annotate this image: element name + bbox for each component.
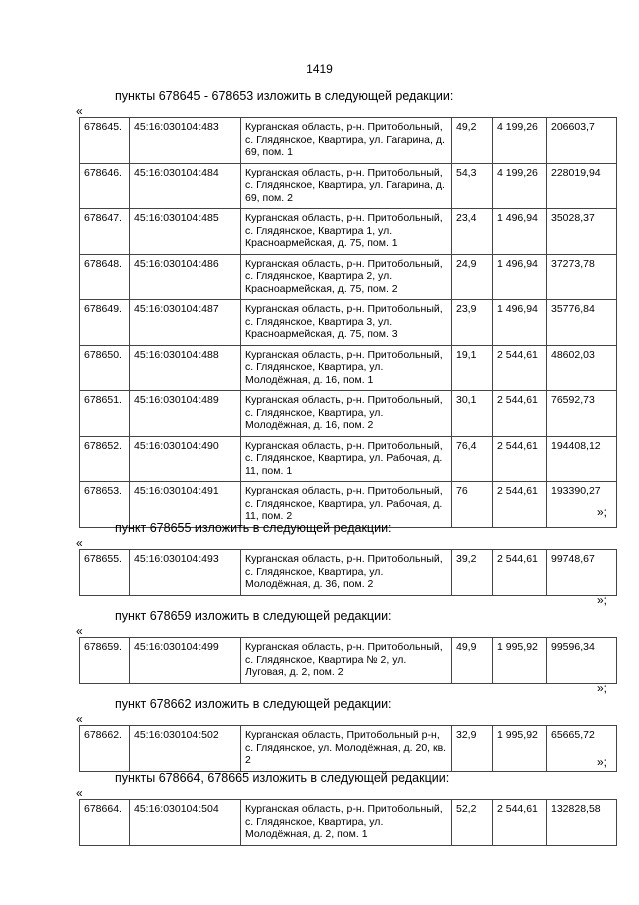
- cadastral-value-cell: 99748,67: [547, 550, 617, 596]
- table-row: [80, 118, 617, 164]
- row-number-cell: 678655.: [80, 550, 130, 596]
- registry-table: [79, 725, 617, 772]
- cadastral-value-cell: 65665,72: [547, 726, 617, 772]
- address-cell: Курганская область, Притобольный р-н, с. Глядянское, ул. Молодёжная, д. 20, кв. 2: [241, 726, 452, 772]
- registry-table: [79, 799, 617, 846]
- cadastral-value-cell: 35028,37: [547, 209, 617, 255]
- open-quote: «: [76, 104, 83, 118]
- cadastral-number-cell: 45:16:030104:493: [130, 550, 241, 596]
- close-quote: »;: [597, 681, 608, 695]
- unit-price-cell: 2 544,61: [493, 436, 547, 482]
- table-row: [80, 300, 617, 346]
- unit-price-cell: 2 544,61: [493, 800, 547, 846]
- unit-price-cell: 2 544,61: [493, 550, 547, 596]
- row-number-cell: 678662.: [80, 726, 130, 772]
- unit-price-cell: 2 544,61: [493, 482, 547, 528]
- cadastral-number-cell: 45:16:030104:488: [130, 345, 241, 391]
- address-cell: Курганская область, р-н. Притобольный, с. Глядянское, Квартира 3, ул. Красноармейская, д. 75, пом. 3: [241, 300, 452, 346]
- address-cell: Курганская область, р-н. Притобольный, с. Глядянское, Квартира № 2, ул. Луговая, д. 2, пом. 2: [241, 638, 452, 684]
- table-row: [80, 436, 617, 482]
- registry-table: [79, 637, 617, 684]
- area-cell: 76: [452, 482, 493, 528]
- close-quote: »;: [597, 593, 608, 607]
- area-cell: 23,4: [452, 209, 493, 255]
- area-cell: 52,2: [452, 800, 493, 846]
- address-cell: Курганская область, р-н. Притобольный, с. Глядянское, Квартира, ул. Молодёжная, д. 16, пом. 2: [241, 391, 452, 437]
- table-row: [80, 726, 617, 772]
- open-quote: «: [76, 786, 83, 800]
- open-quote: «: [76, 624, 83, 638]
- page-number: 1419: [306, 62, 333, 76]
- unit-price-cell: 1 995,92: [493, 638, 547, 684]
- table-row: [80, 163, 617, 209]
- row-number-cell: 678647.: [80, 209, 130, 255]
- table-row: [80, 800, 617, 846]
- unit-price-cell: 4 199,26: [493, 118, 547, 164]
- row-number-cell: 678659.: [80, 638, 130, 684]
- table-row: [80, 391, 617, 437]
- row-number-cell: 678651.: [80, 391, 130, 437]
- row-number-cell: 678648.: [80, 254, 130, 300]
- cadastral-number-cell: 45:16:030104:483: [130, 118, 241, 164]
- area-cell: 54,3: [452, 163, 493, 209]
- cadastral-number-cell: 45:16:030104:487: [130, 300, 241, 346]
- cadastral-number-cell: 45:16:030104:485: [130, 209, 241, 255]
- table-row: [80, 345, 617, 391]
- cadastral-number-cell: 45:16:030104:491: [130, 482, 241, 528]
- area-cell: 24,9: [452, 254, 493, 300]
- unit-price-cell: 2 544,61: [493, 391, 547, 437]
- row-number-cell: 678653.: [80, 482, 130, 528]
- cadastral-number-cell: 45:16:030104:499: [130, 638, 241, 684]
- open-quote: «: [76, 536, 83, 550]
- cadastral-value-cell: 99596,34: [547, 638, 617, 684]
- cadastral-number-cell: 45:16:030104:489: [130, 391, 241, 437]
- unit-price-cell: 1 496,94: [493, 209, 547, 255]
- area-cell: 76,4: [452, 436, 493, 482]
- table-row: [80, 254, 617, 300]
- unit-price-cell: 4 199,26: [493, 163, 547, 209]
- row-number-cell: 678646.: [80, 163, 130, 209]
- address-cell: Курганская область, р-н. Притобольный, с. Глядянское, Квартира, ул. Молодёжная, д. 2, пом. 1: [241, 800, 452, 846]
- row-number-cell: 678650.: [80, 345, 130, 391]
- close-quote: »;: [597, 755, 608, 769]
- cadastral-number-cell: 45:16:030104:502: [130, 726, 241, 772]
- table-row: [80, 209, 617, 255]
- cadastral-value-cell: 35776,84: [547, 300, 617, 346]
- cadastral-number-cell: 45:16:030104:504: [130, 800, 241, 846]
- registry-table: [79, 549, 617, 596]
- section-instruction: пункты 678664, 678665 изложить в следующей редакции:: [115, 771, 450, 785]
- address-cell: Курганская область, р-н. Притобольный, с. Глядянское, Квартира 1, ул. Красноармейская, д. 75, пом. 1: [241, 209, 452, 255]
- area-cell: 23,9: [452, 300, 493, 346]
- address-cell: Курганская область, р-н. Притобольный, с. Глядянское, Квартира, ул. Гагарина, д. 69, пом. 2: [241, 163, 452, 209]
- cadastral-number-cell: 45:16:030104:490: [130, 436, 241, 482]
- section-instruction: пункт 678659 изложить в следующей редакции:: [115, 609, 392, 623]
- unit-price-cell: 2 544,61: [493, 345, 547, 391]
- area-cell: 30,1: [452, 391, 493, 437]
- open-quote: «: [76, 712, 83, 726]
- unit-price-cell: 1 995,92: [493, 726, 547, 772]
- area-cell: 49,2: [452, 118, 493, 164]
- address-cell: Курганская область, р-н. Притобольный, с. Глядянское, Квартира, ул. Молодёжная, д. 16, пом. 1: [241, 345, 452, 391]
- cadastral-value-cell: 206603,7: [547, 118, 617, 164]
- area-cell: 39,2: [452, 550, 493, 596]
- cadastral-value-cell: 194408,12: [547, 436, 617, 482]
- cadastral-value-cell: 48602,03: [547, 345, 617, 391]
- row-number-cell: 678652.: [80, 436, 130, 482]
- area-cell: 19,1: [452, 345, 493, 391]
- cadastral-value-cell: 76592,73: [547, 391, 617, 437]
- cadastral-value-cell: 132828,58: [547, 800, 617, 846]
- row-number-cell: 678664.: [80, 800, 130, 846]
- row-number-cell: 678645.: [80, 118, 130, 164]
- row-number-cell: 678649.: [80, 300, 130, 346]
- close-quote: »;: [597, 505, 608, 519]
- cadastral-value-cell: 228019,94: [547, 163, 617, 209]
- cadastral-number-cell: 45:16:030104:484: [130, 163, 241, 209]
- address-cell: Курганская область, р-н. Притобольный, с. Глядянское, Квартира 2, ул. Красноармейская, д. 75, пом. 2: [241, 254, 452, 300]
- unit-price-cell: 1 496,94: [493, 254, 547, 300]
- address-cell: Курганская область, р-н. Притобольный, с. Глядянское, Квартира, ул. Рабочая, д. 11, пом. 2: [241, 482, 452, 528]
- address-cell: Курганская область, р-н. Притобольный, с. Глядянское, Квартира, ул. Рабочая, д. 11, пом. 1: [241, 436, 452, 482]
- section-instruction: пункт 678662 изложить в следующей редакции:: [115, 697, 392, 711]
- unit-price-cell: 1 496,94: [493, 300, 547, 346]
- registry-table: [79, 117, 617, 528]
- address-cell: Курганская область, р-н. Притобольный, с. Глядянское, Квартира, ул. Молодёжная, д. 36, пом. 2: [241, 550, 452, 596]
- cadastral-value-cell: 193390,27: [547, 482, 617, 528]
- cadastral-value-cell: 37273,78: [547, 254, 617, 300]
- address-cell: Курганская область, р-н. Притобольный, с. Глядянское, Квартира, ул. Гагарина, д. 69, пом. 1: [241, 118, 452, 164]
- section-instruction: пункт 678655 изложить в следующей редакции:: [115, 521, 392, 535]
- area-cell: 49,9: [452, 638, 493, 684]
- table-row: [80, 638, 617, 684]
- table-row: [80, 550, 617, 596]
- cadastral-number-cell: 45:16:030104:486: [130, 254, 241, 300]
- area-cell: 32,9: [452, 726, 493, 772]
- section-instruction: пункты 678645 - 678653 изложить в следующей редакции:: [115, 89, 454, 103]
